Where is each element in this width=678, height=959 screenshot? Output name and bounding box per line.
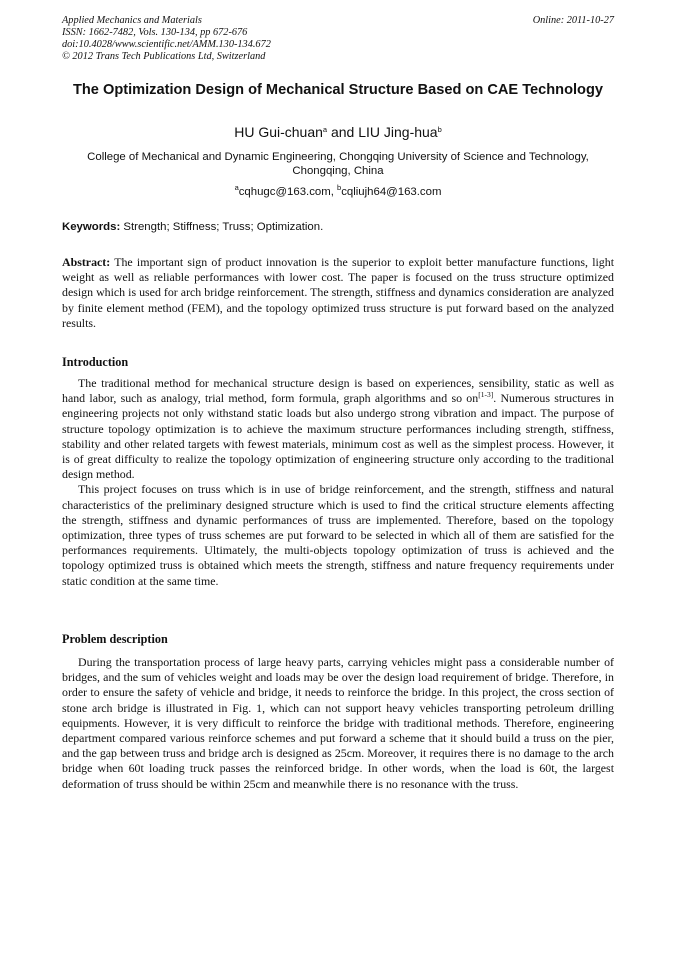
email-line	[62, 185, 614, 199]
email-address: cqliujh64@163.com	[341, 186, 442, 198]
abstract-text: The important sign of product innovation is the superior to exploit better manufacture functions, light weight as well as reliable performances with lower cost. The paper is focused on the truss structure optimized design which is used for arch bridge reinforcement. The strength, stiffness and dynamics consideration are analyzed by finite element method (FEM), and the topology optimized truss structure is put forward based on the analyzed results.	[62, 255, 614, 330]
doi-line: doi:10.4028/www.scientific.net/AMM.130-134.672	[62, 39, 271, 50]
author-affil-mark: b	[437, 125, 442, 134]
paragraph	[62, 376, 614, 482]
abstract-label: Abstract:	[62, 255, 111, 269]
section-heading-introduction: Introduction	[62, 355, 129, 369]
keywords	[62, 220, 614, 234]
email-address: cqhugc@163.com,	[238, 186, 338, 198]
email-mark: b	[337, 183, 342, 192]
author-name: LIU Jing-hua	[358, 124, 438, 140]
citation-ref: [1-3]	[478, 390, 494, 400]
introduction-body	[62, 376, 614, 589]
author-line	[62, 123, 614, 141]
keywords-label: Keywords:	[62, 221, 121, 233]
online-date: Online: 2011-10-27	[532, 15, 614, 26]
paragraph-text: . Numerous structures in engineering projects not only withstand static loads but also undergo strong vibration and impact. The purpose of structure topology optimization is to achieve the maximum structure performances including strength, stiffness, stability and other related targets with fewest materials, minimum cost as well as the simplest process. However, it is of great difficulty to realize the topology optimization of engineering structure only according to the traditional design method.	[62, 391, 615, 482]
paragraph: This project focuses on truss which is in use of bridge reinforcement, and the strength, stiffness and natural characteristics of the preliminary designed structure which is used to find the critical structure elements affecting the strength, stiffness and dynamic performances of truss are implemented. Therefore, based on the topology optimization, three types of truss schemes are put forward to be selected in which all of them are satisfied for the performances requirements. Ultimately, the multi-objects topology optimization of truss is achieved and the topology optimized truss is obtained which meets the strength, stiffness and nature frequency requirements under static condition at the same time.	[62, 482, 614, 588]
paragraph: During the transportation process of large heavy parts, carrying vehicles might pass a considerable number of bridges, and the sum of vehicles weight and loads may be over the design load requirement of bridge. Therefore, in order to ensure the safety of vehicle and bridge, it needs to reinforce the bridge. In this project, the cross section of stone arch bridge is illustrated in Fig. 1, which can not support heavy vehicles transporting petroleum drilling equipments. However, it is very difficult to reinforce the bridge with traditional methods. Therefore, engineering department compared various reinforce schemes and put forward a scheme that it should build a truss on the pier, and the gap between truss and bridge arch is designed as 25cm. Moreover, it requires there is no damage to the arch bridge when 60t loading truck passes the reinforced bridge. In other words, when the load is 60t, the largest deformation of truss should be within 25cm and meanwhile there is no resonance with the truss.	[62, 655, 614, 791]
paper-title: The Optimization Design of Mechanical Structure Based on CAE Technology	[72, 82, 604, 98]
author-conjunction: and	[327, 124, 359, 140]
author-name: HU Gui-chuan	[234, 124, 323, 140]
issn-line: ISSN: 1662-7482, Vols. 130-134, pp 672-676	[62, 27, 248, 38]
section-heading-problem: Problem description	[62, 632, 168, 646]
journal-header	[62, 15, 271, 63]
paragraph-text: The traditional method for mechanical structure design is based on experiences, sensibility, static as well as hand labor, such as analogy, trial method, form formula, graph algorithms and so on	[62, 376, 614, 406]
copyright-line: © 2012 Trans Tech Publications Ltd, Switzerland	[62, 51, 266, 62]
journal-name: Applied Mechanics and Materials	[62, 15, 202, 26]
email-mark: a	[234, 183, 239, 192]
problem-body	[62, 655, 614, 792]
author-affil-mark: a	[322, 125, 328, 134]
keywords-text: Strength; Stiffness; Truss; Optimization.	[120, 221, 324, 233]
abstract	[62, 255, 614, 331]
affiliation: College of Mechanical and Dynamic Engineering, Chongqing University of Science and Technology, Chongqing, China	[87, 151, 589, 177]
